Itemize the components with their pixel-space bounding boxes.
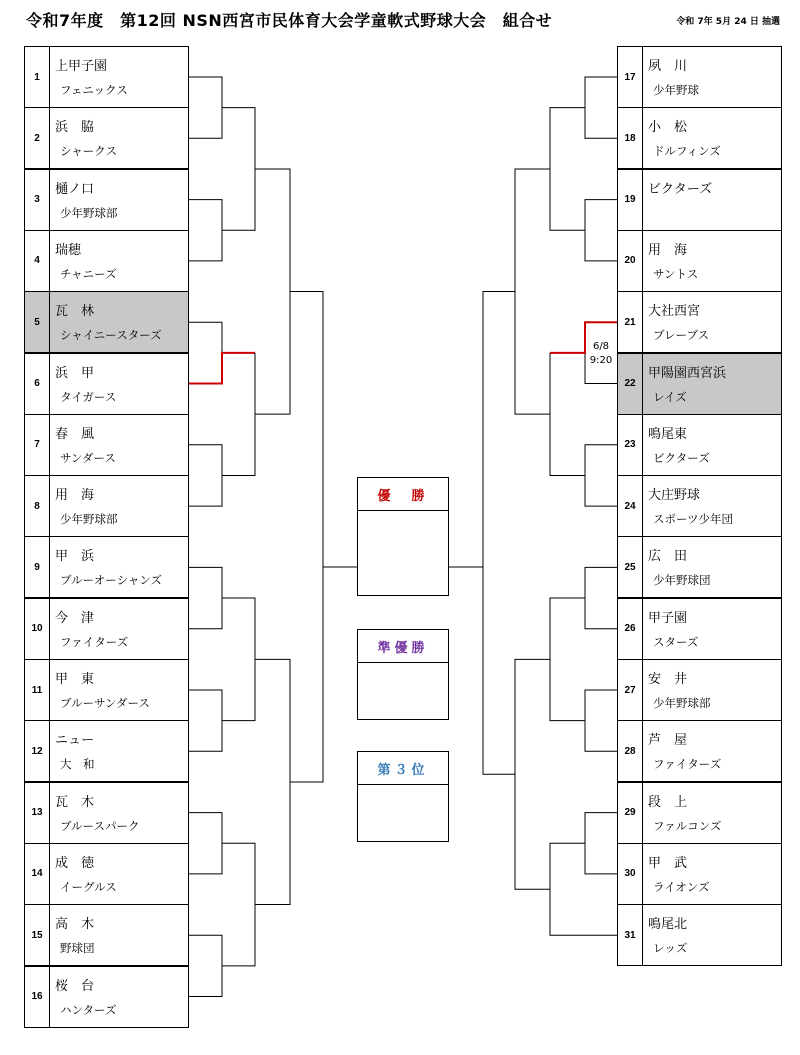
bracket-line bbox=[255, 169, 290, 414]
team-number: 8 bbox=[25, 476, 50, 536]
team-entry-15 bbox=[24, 904, 189, 966]
team-number: 23 bbox=[618, 415, 643, 475]
team-name-line1: 芦 屋 bbox=[648, 733, 688, 749]
team-entry-24 bbox=[617, 475, 782, 537]
bracket-line bbox=[483, 292, 515, 775]
team-entry-9 bbox=[24, 536, 189, 598]
team-name-line1: 桜 台 bbox=[55, 978, 95, 994]
team-entry-16 bbox=[24, 966, 189, 1028]
bracket-line bbox=[189, 200, 222, 261]
team-entry-30 bbox=[617, 843, 782, 905]
team-name-line2: 大 和 bbox=[60, 757, 95, 772]
team-entry-19 bbox=[617, 169, 782, 231]
third-place-box bbox=[357, 751, 449, 842]
team-name-line2: レッズ bbox=[653, 941, 688, 956]
team-number: 5 bbox=[25, 292, 50, 352]
team-entry-2 bbox=[24, 107, 189, 169]
bracket-line bbox=[585, 690, 617, 751]
bracket-line bbox=[189, 567, 222, 628]
team-name-line2: サントス bbox=[653, 266, 699, 281]
team-number: 11 bbox=[25, 660, 50, 720]
team-entry-5 bbox=[24, 291, 189, 353]
team-number: 21 bbox=[618, 292, 643, 352]
team-name-line2: 少年野球団 bbox=[653, 573, 711, 588]
team-name-line1: 瓦 木 bbox=[55, 794, 95, 810]
team-name-line2: ハンターズ bbox=[60, 1002, 117, 1017]
bracket-line bbox=[189, 690, 222, 751]
team-name-line1: 甲 浜 bbox=[55, 549, 95, 565]
team-name-line1: 成 徳 bbox=[55, 855, 95, 871]
bracket-line bbox=[585, 77, 617, 138]
team-number: 14 bbox=[25, 844, 50, 904]
team-name-line1: 上甲子園 bbox=[55, 59, 108, 74]
team-entry-20 bbox=[617, 230, 782, 292]
team-name-line1: 浜 甲 bbox=[55, 365, 95, 381]
team-entry-7 bbox=[24, 414, 189, 476]
team-name-line2: ドルフィンズ bbox=[653, 144, 721, 159]
team-entry-4 bbox=[24, 230, 189, 292]
page-title: 令和7年度 第12回 NSN西宮市民体育大会学童軟式野球大会 組合せ bbox=[26, 11, 553, 30]
bracket-line bbox=[290, 292, 323, 782]
team-name-line2: 少年野球部 bbox=[653, 696, 711, 710]
team-name-line2: ファイターズ bbox=[653, 757, 722, 772]
team-name-line1: 甲子園 bbox=[648, 610, 688, 626]
team-name-line2: ブルーサンダース bbox=[60, 696, 150, 710]
team-name-line2: スポーツ少年団 bbox=[653, 512, 734, 527]
team-name-line1: 用 海 bbox=[648, 242, 688, 258]
team-name-line1: 浜 脇 bbox=[55, 120, 95, 136]
team-entry-11 bbox=[24, 659, 189, 721]
team-number: 27 bbox=[618, 660, 643, 720]
team-number: 9 bbox=[25, 537, 50, 597]
bracket-line bbox=[585, 445, 617, 506]
team-name-line1: 甲 武 bbox=[648, 855, 688, 871]
bracket-line bbox=[222, 598, 255, 721]
team-name-line1: 春 風 bbox=[55, 426, 95, 442]
team-number: 29 bbox=[618, 783, 643, 843]
team-number: 10 bbox=[25, 599, 50, 659]
team-name-line2: ファイターズ bbox=[60, 634, 129, 649]
team-name-line1: 広 田 bbox=[648, 549, 688, 565]
bracket-line bbox=[550, 598, 585, 721]
team-name-line2: イーグルス bbox=[60, 879, 117, 894]
team-number: 31 bbox=[618, 905, 643, 965]
match-date: 6/8 bbox=[592, 341, 610, 352]
team-entry-14 bbox=[24, 843, 189, 905]
team-entry-21 bbox=[617, 291, 782, 353]
team-number: 3 bbox=[25, 170, 50, 230]
bracket-line bbox=[550, 353, 585, 476]
third-place-label: 第３位 bbox=[358, 752, 448, 785]
team-name-line2: シャークス bbox=[60, 144, 118, 159]
bracket-line bbox=[189, 813, 222, 874]
team-number: 12 bbox=[25, 721, 50, 781]
team-entry-17 bbox=[617, 46, 782, 108]
team-name-line2: スターズ bbox=[653, 634, 699, 649]
team-name-line2: ブルースパーク bbox=[60, 818, 140, 833]
team-name-line1: 小 松 bbox=[648, 120, 688, 136]
team-number: 25 bbox=[618, 537, 643, 597]
team-entry-10 bbox=[24, 598, 189, 660]
match-schedule-note bbox=[586, 340, 616, 368]
team-name-line2: シャイニースターズ bbox=[60, 328, 162, 343]
team-number: 7 bbox=[25, 415, 50, 475]
team-name-line1: 安 井 bbox=[648, 672, 688, 687]
team-name-line1: 段 上 bbox=[648, 794, 688, 810]
team-number: 2 bbox=[25, 108, 50, 168]
team-number: 18 bbox=[618, 108, 643, 168]
team-entry-29 bbox=[617, 782, 782, 844]
bracket-line bbox=[189, 322, 222, 353]
bracket-line bbox=[189, 77, 222, 138]
team-name-line1: 高 木 bbox=[55, 917, 95, 933]
bracket-line bbox=[550, 108, 585, 231]
team-name-line1: 大社西宮 bbox=[648, 304, 701, 320]
team-name-line1: 鳴尾北 bbox=[648, 917, 688, 933]
team-name-line1: 用 海 bbox=[55, 488, 95, 504]
team-number: 4 bbox=[25, 231, 50, 291]
team-name-line2: サンダース bbox=[60, 450, 116, 465]
team-entry-26 bbox=[617, 598, 782, 660]
runner-up-box bbox=[357, 629, 449, 720]
team-entry-1 bbox=[24, 46, 189, 108]
team-entry-22 bbox=[617, 353, 782, 415]
team-number: 19 bbox=[618, 170, 643, 230]
team-number: 22 bbox=[618, 354, 643, 414]
team-name-line2: 少年野球 bbox=[653, 83, 699, 97]
team-number: 1 bbox=[25, 47, 50, 107]
team-entry-25 bbox=[617, 536, 782, 598]
team-name-line2: チャニーズ bbox=[60, 266, 117, 281]
champion-box bbox=[357, 477, 449, 596]
bracket-line bbox=[255, 659, 290, 904]
bracket-line bbox=[515, 169, 550, 414]
team-entry-6 bbox=[24, 353, 189, 415]
bracket-line bbox=[550, 843, 585, 935]
team-name-line1: ニュー bbox=[55, 733, 95, 749]
bracket-line bbox=[585, 567, 617, 628]
bracket-line bbox=[515, 659, 550, 889]
team-entry-13 bbox=[24, 782, 189, 844]
bracket-line bbox=[189, 935, 222, 996]
team-name-line2: 少年野球部 bbox=[60, 512, 118, 527]
team-name-line2: ビクターズ bbox=[653, 450, 710, 465]
team-number: 28 bbox=[618, 721, 643, 781]
runner-up-label: 準優勝 bbox=[358, 630, 448, 663]
team-name-line2: ブレーブス bbox=[653, 328, 710, 343]
team-entry-8 bbox=[24, 475, 189, 537]
team-name-line1: 甲陽園西宮浜 bbox=[648, 365, 727, 381]
team-entry-3 bbox=[24, 169, 189, 231]
bracket-line bbox=[222, 108, 255, 231]
team-name-line1: 樋ノ口 bbox=[55, 181, 95, 197]
team-entry-23 bbox=[617, 414, 782, 476]
team-name-line2: タイガース bbox=[60, 389, 117, 404]
team-name-line1: ビクターズ bbox=[648, 181, 713, 197]
team-name-line1: 瓦 林 bbox=[55, 304, 95, 320]
team-name-line1: 夙 川 bbox=[648, 59, 688, 74]
bracket-line bbox=[189, 445, 222, 506]
bracket-line bbox=[222, 843, 255, 966]
team-number: 6 bbox=[25, 354, 50, 414]
team-name-line2: 野球団 bbox=[60, 941, 95, 956]
team-entry-12 bbox=[24, 720, 189, 782]
team-name-line2: ブルーオーシャンズ bbox=[60, 573, 163, 588]
match-time: 9:20 bbox=[589, 355, 613, 366]
team-number: 13 bbox=[25, 783, 50, 843]
team-entry-31 bbox=[617, 904, 782, 966]
team-name-line2: ライオンズ bbox=[653, 879, 710, 894]
team-number: 24 bbox=[618, 476, 643, 536]
team-name-line1: 鳴尾東 bbox=[648, 426, 688, 442]
winner-line bbox=[189, 353, 255, 384]
bracket-line bbox=[585, 200, 617, 261]
team-name-line2: ファルコンズ bbox=[653, 818, 722, 833]
team-name-line2: フェニックス bbox=[60, 83, 128, 97]
team-name-line1: 瑞穂 bbox=[55, 242, 82, 258]
team-name-line1: 今 津 bbox=[55, 610, 95, 626]
team-name-line1: 大庄野球 bbox=[648, 488, 701, 504]
draw-date: 令和 7年 5月 24 日 抽選 bbox=[676, 17, 780, 27]
team-entry-27 bbox=[617, 659, 782, 721]
team-number: 26 bbox=[618, 599, 643, 659]
bracket-line bbox=[222, 353, 255, 476]
team-name-line2: 少年野球部 bbox=[60, 205, 118, 220]
team-number: 20 bbox=[618, 231, 643, 291]
team-entry-18 bbox=[617, 107, 782, 169]
team-entry-28 bbox=[617, 720, 782, 782]
team-number: 17 bbox=[618, 47, 643, 107]
team-number: 16 bbox=[25, 967, 50, 1027]
team-name-line1: 甲 東 bbox=[55, 672, 95, 687]
team-number: 30 bbox=[618, 844, 643, 904]
bracket-line bbox=[585, 813, 617, 874]
champion-label: 優 勝 bbox=[358, 478, 448, 511]
team-number: 15 bbox=[25, 905, 50, 965]
team-name-line2: レイズ bbox=[653, 389, 687, 404]
